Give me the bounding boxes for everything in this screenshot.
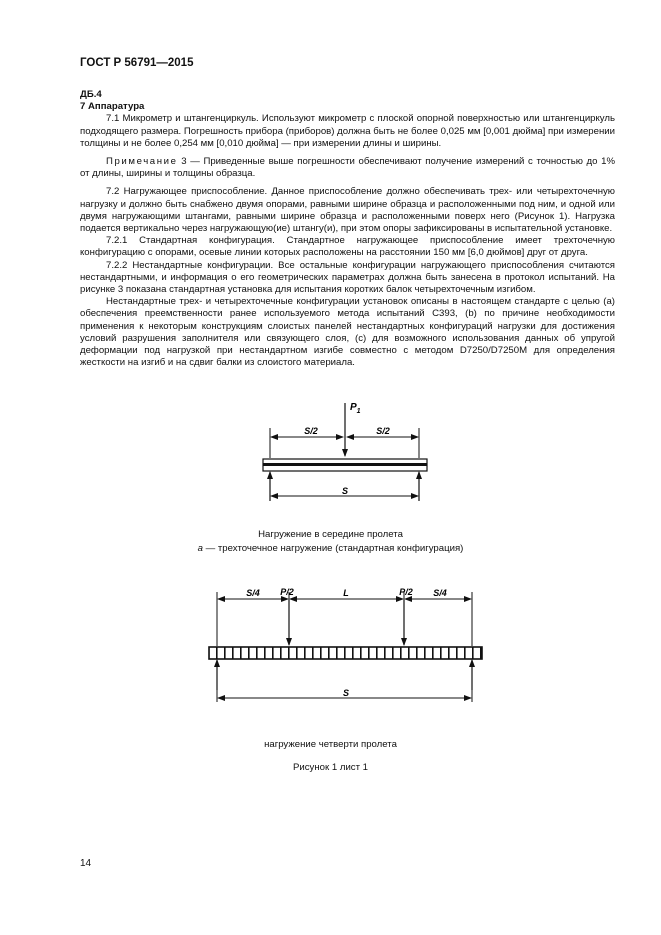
load-left-label: P/2 xyxy=(280,587,294,597)
half-left-label: S/2 xyxy=(304,426,318,436)
four-point-diagram xyxy=(209,587,482,702)
quarter-left-label: S/4 xyxy=(246,588,260,598)
three-point-diagram xyxy=(263,402,427,501)
paragraph-7-2-2: 7.2.2 Нестандартные конфигурации. Все остальные конфигурации нагружающего приспособления считаются нестандартными, и информация о его геометрических параметрах должна быть занесена в протокол испытаний. На рисунке 3 показана стандартная установка для испытания коротких балок четырехточечным изгибом. xyxy=(80,259,615,296)
middle-label: L xyxy=(343,588,349,598)
section-id: ДБ.4 xyxy=(80,89,102,100)
figure-a-letter: a xyxy=(197,543,203,554)
honeycomb-beam xyxy=(209,647,482,659)
span-label: S xyxy=(341,486,349,496)
load-right-label: P/2 xyxy=(399,587,413,597)
figure-1-caption: Рисунок 1 лист 1 xyxy=(293,762,368,773)
figure-a-caption-2 xyxy=(0,543,661,554)
paragraph-7-2: 7.2 Нагружающее приспособление. Данное приспособление должно обеспечивать трех- или четырехточечную нагрузку и должно быть снабжено двумя опорами, равными ширине образца и расположенными под ним, и одной или двумя нагружающими штангами, равными ширине образца и расположенными поверх него (Рисунок 1). Нагрузка подается вертикально через нагружающую(ие) штангу(и), при этом опоры зафиксированы в испытательной установке. xyxy=(80,186,615,235)
beam-core-line xyxy=(263,463,427,466)
paragraph-nonstandard: Нестандартные трех- и четырехточечные конфигурации установок описаны в настоящем стандарте с целью (a) обеспечения преемственности ранее используемого метода испытаний C393, (b) по причине необходимости применения к некоторым конструкциям слоистых панелей нестандартных конфигураций нагрузки для достижения условий разрушения заполнителя или связующего слоя, (c) для возможного использования данных об упругой деформации под нагрузкой при нестандартном изгибе совместно с методом D7250/D7250M для определения жесткости на изгиб и на сдвиг балки из слоистого материала. xyxy=(80,296,615,369)
span-b-label: S xyxy=(342,688,350,698)
figure-a-caption-text: — трехточечное нагружение (стандартная конфигурация) xyxy=(202,543,464,554)
paragraph-7-2-1: 7.2.1 Стандартная конфигурация. Стандартное нагружающее приспособление имеет трехточечную конфигурацию с опорами, осевые линии которых расположены на расстоянии 150 мм [6,0 дюймов] друг от друга. xyxy=(80,235,615,259)
paragraph-7-1: 7.1 Микрометр и штангенциркуль. Используют микрометр с плоской опорной поверхностью или штангенциркуль подходящего размера. Погрешность прибора (приборов) должна быть не более 0,025 мм [0,001 дюйма] при измерении толщины и не более 0,254 мм [0,010 дюйма] — при измерении длины и ширины. xyxy=(80,113,615,149)
section-title: 7 Аппаратура xyxy=(80,101,145,113)
figure-b-caption: нагружение четверти пролета xyxy=(264,739,397,750)
quarter-right-label: S/4 xyxy=(433,588,447,598)
standard-header: ГОСТ Р 56791—2015 xyxy=(80,57,194,69)
load-label: $P_1$ xyxy=(350,402,361,415)
page-number: 14 xyxy=(80,858,92,869)
figure-a-caption-1: Нагружение в середине пролета xyxy=(258,529,403,540)
note-label: Примечание xyxy=(106,156,178,168)
half-right-label: S/2 xyxy=(376,426,390,436)
note-text: 3 — Приведенные выше погрешности обеспечивают получение измерений с точностью до 1% от длины, ширины и толщины образца. xyxy=(80,156,616,180)
